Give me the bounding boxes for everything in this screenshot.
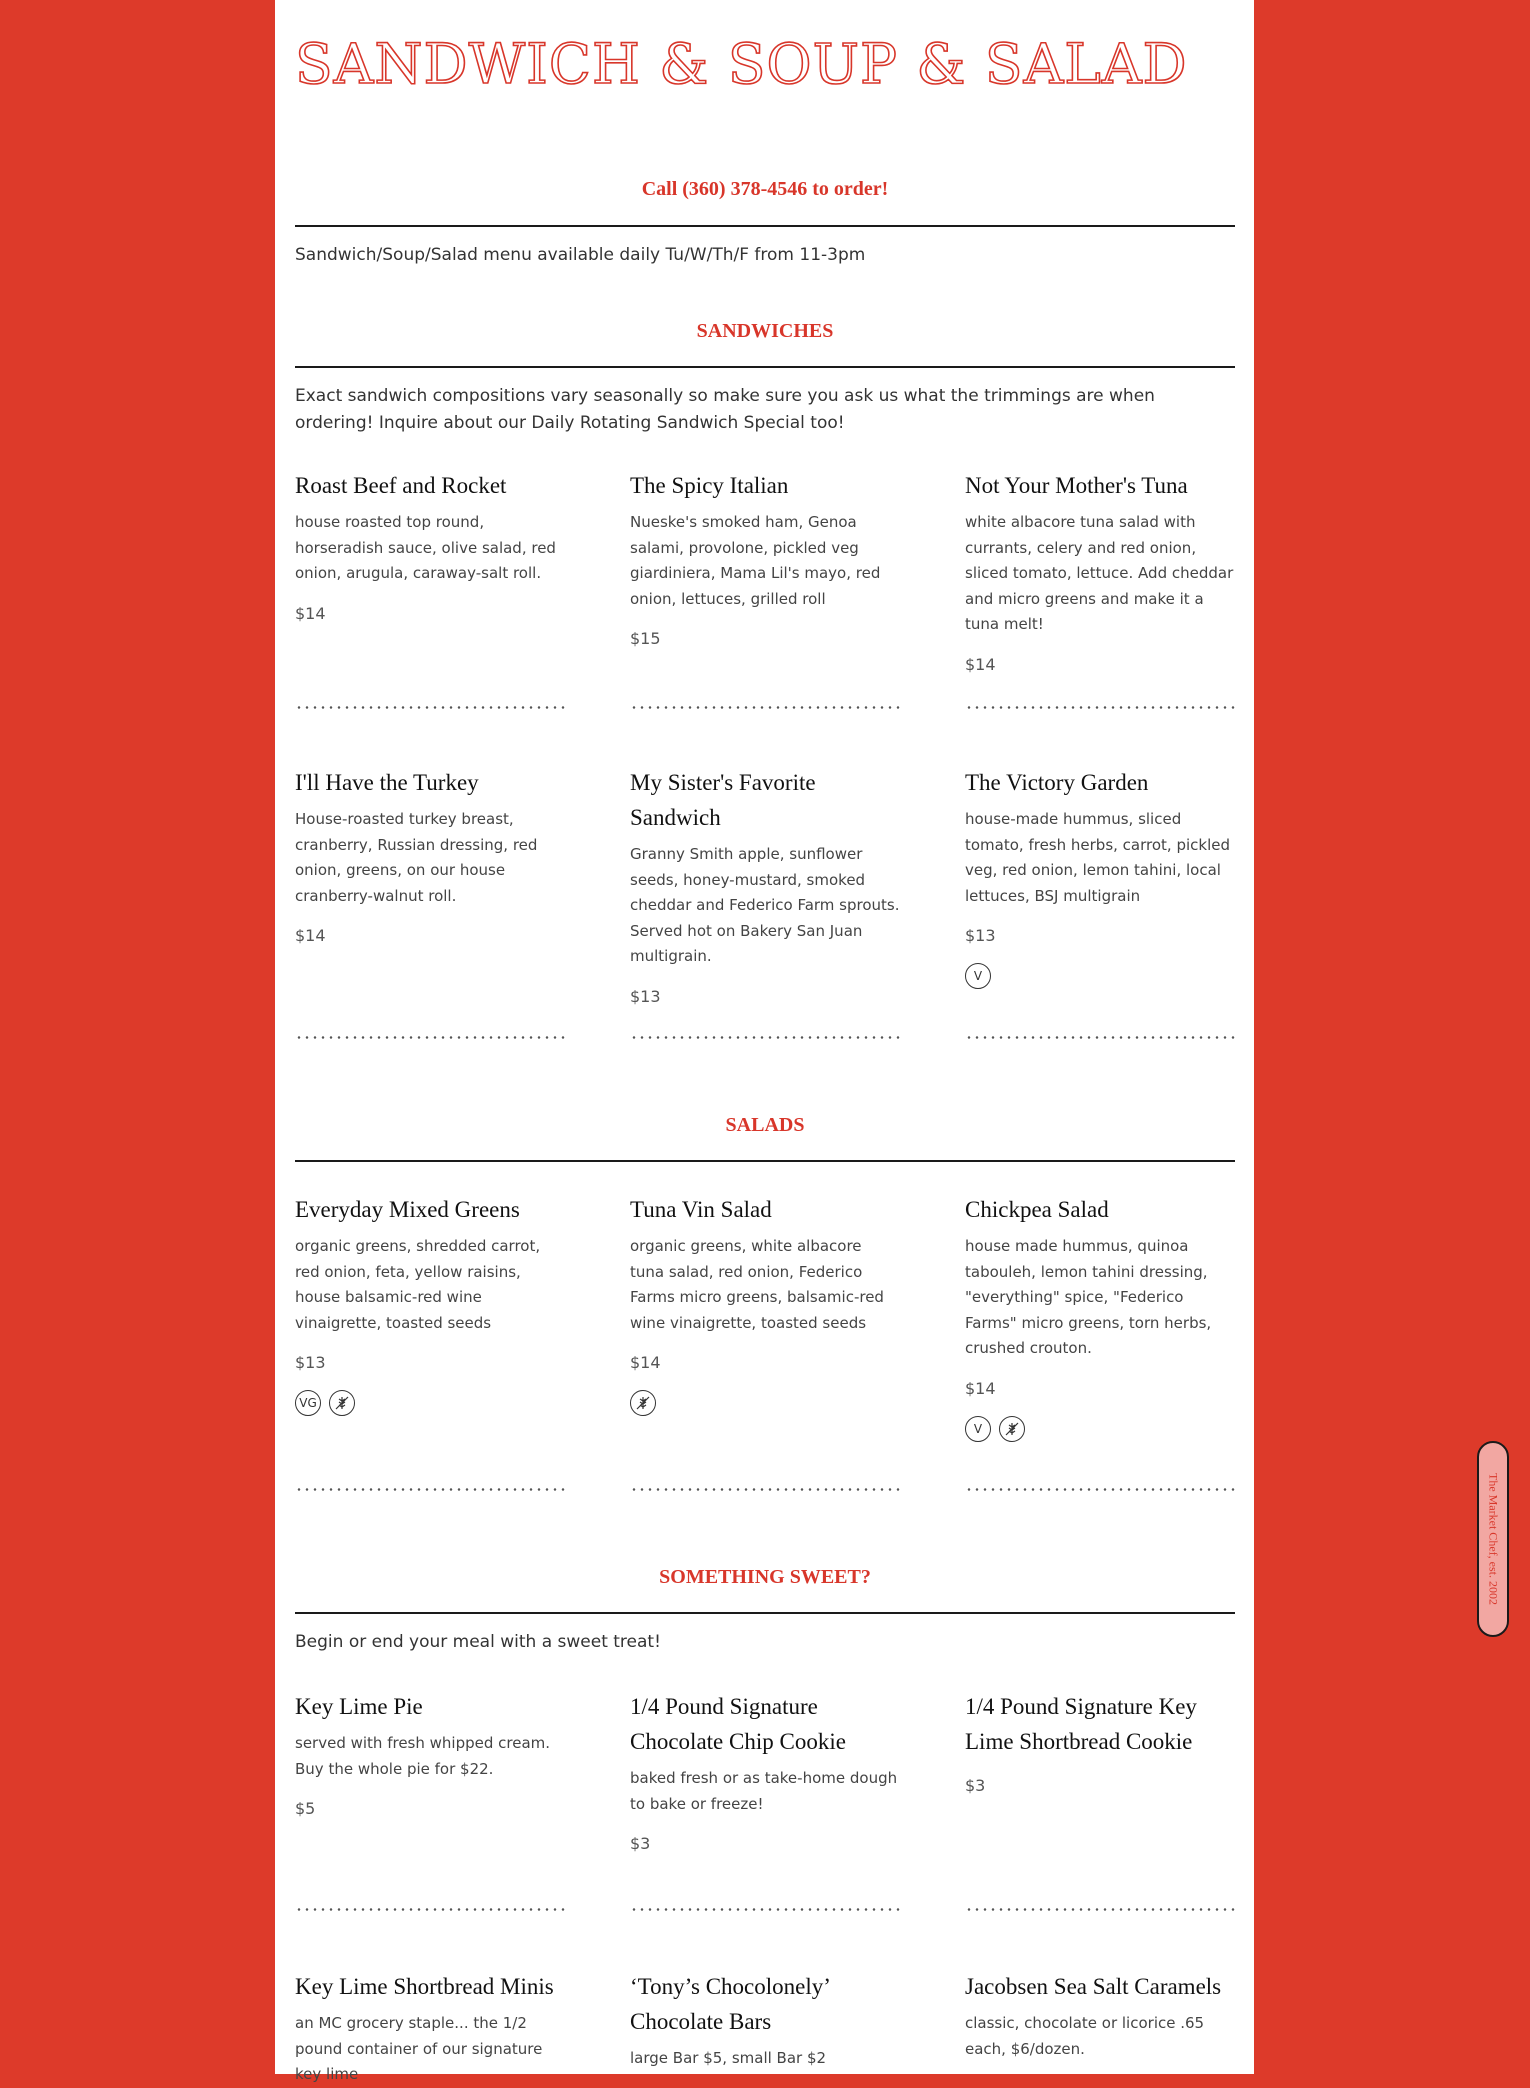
- availability-text: Sandwich/Soup/Salad menu available daily Tu/W/Th/F from 11-3pm: [295, 245, 866, 265]
- side-tab[interactable]: [1477, 1441, 1509, 1637]
- menu-item: [295, 765, 565, 945]
- item-description: Granny Smith apple, sunflower seeds, honey-mustard, smoked cheddar and Federico Farm sprouts. Served hot on Bakery San Juan multigrain.: [630, 845, 900, 965]
- item-name: Chickpea Salad: [965, 1197, 1109, 1222]
- item-description: classic, chocolate or licorice .65 each, $6/dozen.: [965, 2014, 1205, 2058]
- item-name: Key Lime Shortbread Minis: [295, 1974, 554, 1999]
- item-price: $3: [630, 1834, 651, 1853]
- menu-item: [630, 1969, 900, 2072]
- item-price: $13: [965, 926, 996, 945]
- section-heading-salads: SALADS: [725, 1114, 805, 1136]
- menu-item: [965, 1689, 1235, 1795]
- item-description: organic greens, white albacore tuna salad, red onion, Federico Farms micro greens, balsamic-red wine vinaigrette, toasted seeds: [630, 1237, 884, 1332]
- dotted-separator: [965, 1036, 1235, 1039]
- item-price: $13: [630, 986, 661, 1006]
- sweets-intro: Begin or end your meal with a sweet treat!: [295, 1632, 661, 1652]
- item-name: The Victory Garden: [965, 770, 1149, 795]
- item-name: Not Your Mother's Tuna: [965, 473, 1188, 498]
- menu-item: [295, 468, 565, 623]
- item-description: organic greens, shredded carrot, red onion, feta, yellow raisins, house balsamic-red wine vinaigrette, toasted seeds: [295, 1237, 541, 1332]
- item-description: baked fresh or as take-home dough to bake or freeze!: [630, 1769, 898, 1813]
- menu-item: [630, 1689, 900, 1853]
- page-title: SANDWICH & SOUP & SALAD: [295, 32, 1188, 96]
- item-description: House-roasted turkey breast, cranberry, Russian dressing, red onion, greens, on our house cranberry-walnut roll.: [295, 810, 538, 905]
- dotted-separator: [295, 1036, 565, 1039]
- side-tab-label: The Market Chef, est. 2002: [1486, 1473, 1501, 1605]
- dotted-separator: [630, 1488, 900, 1491]
- menu-item: [295, 1689, 565, 1818]
- item-price: $14: [295, 603, 326, 623]
- dotted-separator: [295, 1908, 565, 1911]
- item-name: Key Lime Pie: [295, 1694, 423, 1719]
- item-name: My Sister's Favorite Sandwich: [630, 770, 816, 830]
- item-price: $14: [965, 1378, 996, 1398]
- menu-page: [275, 0, 1254, 2083]
- sandwiches-intro: Exact sandwich compositions vary seasonally so make sure you ask us what the trimmings are when ordering! Inquire about our Daily Rotating Sandwich Special too!: [295, 386, 1155, 433]
- item-price: $14: [630, 1353, 661, 1372]
- item-price: $13: [295, 1353, 326, 1372]
- gluten-free-icon: [329, 1390, 355, 1416]
- gluten-free-icon: [999, 1416, 1025, 1442]
- item-price: $15: [630, 629, 661, 648]
- item-name: Tuna Vin Salad: [630, 1197, 772, 1222]
- dotted-separator: [295, 706, 565, 709]
- item-description: an MC grocery staple... the 1/2 pound container of our signature key lime: [295, 2014, 543, 2083]
- item-price: $14: [965, 654, 996, 674]
- divider: [295, 225, 1235, 227]
- item-description: served with fresh whipped cream. Buy the whole pie for $22.: [295, 1734, 551, 1778]
- item-price: $14: [295, 926, 326, 945]
- section-heading-sandwiches: SANDWICHES: [696, 320, 834, 342]
- divider: [295, 1160, 1235, 1162]
- menu-item: [630, 1192, 900, 1416]
- vegan-icon: V: [965, 1416, 991, 1442]
- divider: [295, 366, 1235, 368]
- dotted-separator: [295, 1488, 565, 1491]
- item-name: Everyday Mixed Greens: [295, 1197, 520, 1222]
- item-price: $3: [965, 1776, 986, 1795]
- menu-item: [965, 1969, 1235, 2062]
- item-description: large Bar $5, small Bar $2: [630, 2049, 827, 2067]
- menu-item: [630, 765, 900, 1006]
- dotted-separator: [965, 706, 1235, 709]
- dotted-separator: [965, 1908, 1235, 1911]
- vegan-icon: V: [965, 963, 991, 989]
- call-to-order: Call (360) 378-4546 to order!: [641, 178, 889, 200]
- divider: [295, 1612, 1235, 1614]
- item-name: 1/4 Pound Signature Key Lime Shortbread Cookie: [965, 1694, 1197, 1754]
- menu-item: [965, 1192, 1235, 1442]
- item-name: Jacobsen Sea Salt Caramels: [965, 1974, 1222, 1999]
- gluten-free-icon: [630, 1390, 656, 1416]
- item-description: Nueske's smoked ham, Genoa salami, provolone, pickled veg giardiniera, Mama Lil's mayo, red onion, lettuces, grilled roll: [630, 513, 881, 608]
- dotted-separator: [965, 1488, 1235, 1491]
- item-price: $5: [295, 1799, 316, 1818]
- item-name: I'll Have the Turkey: [295, 770, 479, 795]
- menu-item: [630, 468, 900, 648]
- item-description: white albacore tuna salad with currants, celery and red onion, sliced tomato, lettuce. Add cheddar and micro greens and make it a tuna melt!: [965, 513, 1234, 633]
- dotted-separator: [630, 1908, 900, 1911]
- section-heading-sweets: SOMETHING SWEET?: [659, 1566, 871, 1588]
- item-name: ‘Tony’s Chocolonely’ Chocolate Bars: [630, 1974, 830, 2034]
- vegetarian-icon: VG: [295, 1390, 321, 1416]
- item-description: house made hummus, quinoa tabouleh, lemon tahini dressing, "everything" spice, "Federico Farms" micro greens, torn herbs, crushed crouton.: [965, 1237, 1212, 1357]
- item-description: house roasted top round, horseradish sauce, olive salad, red onion, arugula, caraway-salt roll.: [295, 513, 556, 582]
- item-name: Roast Beef and Rocket: [295, 473, 507, 498]
- menu-item: [965, 765, 1235, 989]
- menu-item: [965, 468, 1235, 674]
- menu-item: [295, 1969, 565, 2088]
- dotted-separator: [630, 1036, 900, 1039]
- item-name: 1/4 Pound Signature Chocolate Chip Cookie: [630, 1694, 846, 1754]
- dotted-separator: [630, 706, 900, 709]
- item-description: house-made hummus, sliced tomato, fresh herbs, carrot, pickled veg, red onion, lemon tahini, local lettuces, BSJ multigrain: [965, 810, 1230, 905]
- menu-item: [295, 1192, 565, 1416]
- item-name: The Spicy Italian: [630, 473, 789, 498]
